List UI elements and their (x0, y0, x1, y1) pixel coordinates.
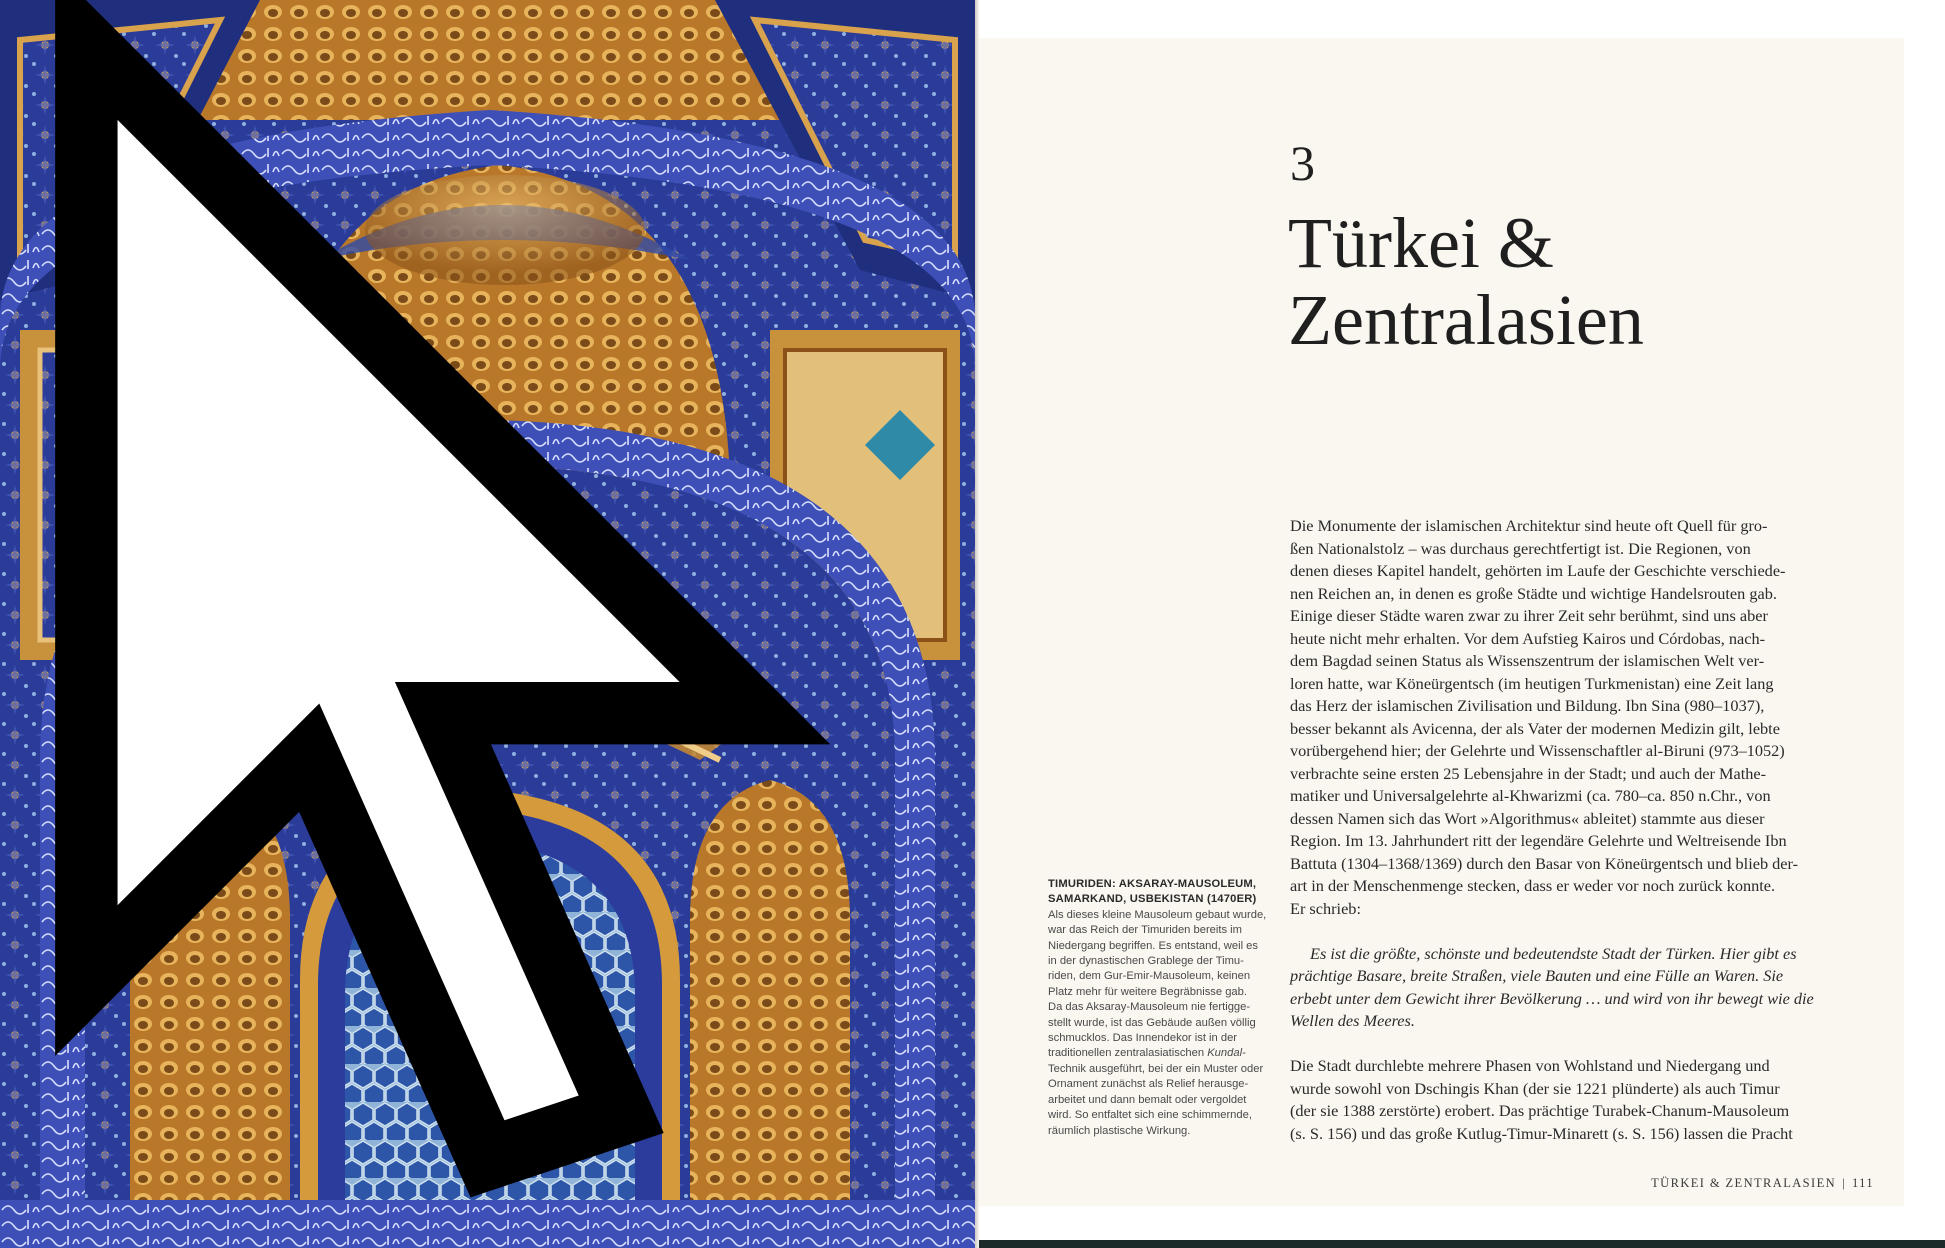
body-line: Einige dieser Städte waren zwar zu ihrer Zeit sehr berühmt, sind uns aber (1290, 606, 1768, 625)
body-line: art in der Menschenmenge stecken, dass er weder vor noch zurück konnte. (1290, 876, 1776, 895)
body-line: Region. Im 13. Jahrhundert ritt der legendäre Gelehrte und Weltreisende Ibn (1290, 831, 1787, 850)
body-line: Die Stadt durchlebte mehrere Phasen von Wohlstand und Niedergang und (1290, 1056, 1770, 1075)
chapter-number: 3 (1290, 135, 1315, 191)
footer-separator: | (1842, 1176, 1846, 1190)
photo-caption (1048, 877, 1278, 1139)
body-line: ßen Nationalstolz – was durchaus gerechtfertigt ist. Die Regionen, von (1290, 538, 1751, 558)
body-line: heute nicht mehr erhalten. Vor dem Aufstieg Kairos und Córdobas, nach- (1290, 628, 1766, 648)
caption-line: wird. So entfaltet sich eine schimmernde, (1048, 1109, 1252, 1122)
body-line: wurde sowohl von Dschingis Khan (der sie 1221 plünderte) als auch Timur (1290, 1078, 1780, 1098)
caption-line: in der dynastischen Grablege der Timu- (1048, 955, 1244, 968)
body-line: verbrachte seine ersten 25 Lebensjahre in der Stadt; und auch der Mathe- (1290, 763, 1767, 783)
caption-line: war das Reich der Timuriden bereits im (1048, 924, 1242, 937)
body-line: Die Monumente der islamischen Architektur sind heute oft Quell für gro- (1290, 516, 1768, 535)
body-line: (s. S. 156) und das große Kutlug-Timur-Minarett (s. S. 156) lassen die Pracht (1290, 1123, 1793, 1143)
caption-kundal-term: Kundal- (1207, 1047, 1246, 1060)
body-line: (der sie 1388 zerstörte) erobert. Das prächtige Turabek-Chanum-Mausoleum (1290, 1101, 1790, 1120)
caption-line: Technik ausgeführt, bei der ein Muster oder (1048, 1062, 1264, 1075)
caption-title-line: SAMARKAND, USBEKISTAN (1470ER) (1048, 893, 1257, 906)
caption-line: riden, dem Gur-Emir-Mausoleum, keinen (1048, 970, 1251, 983)
caption-line: schmucklos. Das Innendekor ist in der (1048, 1032, 1238, 1045)
caption-title-line: TIMURIDEN: AKSARAY-MAUSOLEUM, (1048, 878, 1257, 890)
body-line: dessen Namen sich das Wort »Algorithmus« ableitet) stammte aus dieser (1290, 808, 1765, 828)
caption-line: Als dieses kleine Mausoleum gebaut wurde, (1048, 908, 1267, 921)
chapter-title (1288, 205, 1808, 359)
caption-line: Niedergang begriffen. Es entstand, weil es (1048, 939, 1259, 952)
paragraph-gap (1290, 1033, 1820, 1056)
body-line: Er schrieb: (1290, 898, 1361, 918)
footer-section-title: TÜRKEI & ZENTRALASIEN (1651, 1176, 1837, 1190)
caption-line: stellt wurde, ist das Gebäude außen völlig (1048, 1016, 1256, 1029)
body-line: dem Bagdad seinen Status als Wissenszentrum der islamischen Welt ver- (1290, 651, 1765, 670)
body-line: loren hatte, war Köneürgentsch (im heutigen Turkmenistan) eine Zeit lang (1290, 673, 1774, 693)
caption-line-text: traditionellen zentralasiatischen (1048, 1047, 1205, 1060)
body-line: das Herz der islamischen Zivilisation und Bildung. Ibn Sina (980–1037), (1290, 696, 1765, 715)
body-line: besser bekannt als Avicenna, der als Vater der modernen Medizin gilt, lebte (1290, 718, 1780, 738)
caption-line: Da das Aksaray-Mausoleum nie fertigge- (1048, 1001, 1251, 1014)
block-quote (1290, 943, 1820, 1033)
running-footer (1560, 1176, 1874, 1191)
body-line: denen dieses Kapitel handelt, gehörten im Laufe der Geschichte verschiede- (1290, 561, 1786, 580)
quote-line: Wellen des Meeres. (1290, 1011, 1415, 1030)
body-line: nen Reichen an, in denen es große Städte und wichtige Handelsrouten gab. (1290, 583, 1777, 603)
paragraph-1 (1290, 515, 1820, 920)
page-number: 111 (1851, 1176, 1874, 1190)
body-line: vorübergehend hier; der Gelehrte und Wissenschaftler al-Biruni (973–1052) (1290, 741, 1785, 760)
chapter-title-line: Zentralasien (1288, 280, 1644, 360)
caption-line (1048, 1046, 1278, 1061)
chapter-title-line: Türkei & (1288, 203, 1554, 283)
bottom-edge (979, 1240, 1945, 1248)
quote-line: erbebt unter dem Gewicht ihrer Bevölkerung … und wird von ihr bewegt wie die (1290, 988, 1814, 1008)
caption-line: arbeitet und dann bemalt oder vergoldet (1048, 1093, 1247, 1106)
body-text (1290, 515, 1820, 1145)
caption-line: räumlich plastische Wirkung. (1048, 1124, 1191, 1137)
body-line: matiker und Universalgelehrte al-Khwarizmi (ca. 780–ca. 850 n.Chr., von (1290, 786, 1771, 805)
paragraph-gap (1290, 920, 1820, 943)
caption-line: Platz mehr für weitere Begräbnisse gab. (1048, 985, 1247, 998)
body-line: Battuta (1304–1368/1369) durch den Basar von Köneürgentsch und blieb der- (1290, 853, 1799, 873)
caption-line: Ornament zunächst als Relief herausge- (1048, 1078, 1249, 1091)
quote-line: Es ist die größte, schönste und bedeutendste Stadt der Türken. Hier gibt es (1310, 943, 1797, 963)
paragraph-2 (1290, 1055, 1820, 1145)
quote-line: prächtige Basare, breite Straßen, viele Bauten und eine Fülle an Waren. Sie (1290, 966, 1784, 985)
